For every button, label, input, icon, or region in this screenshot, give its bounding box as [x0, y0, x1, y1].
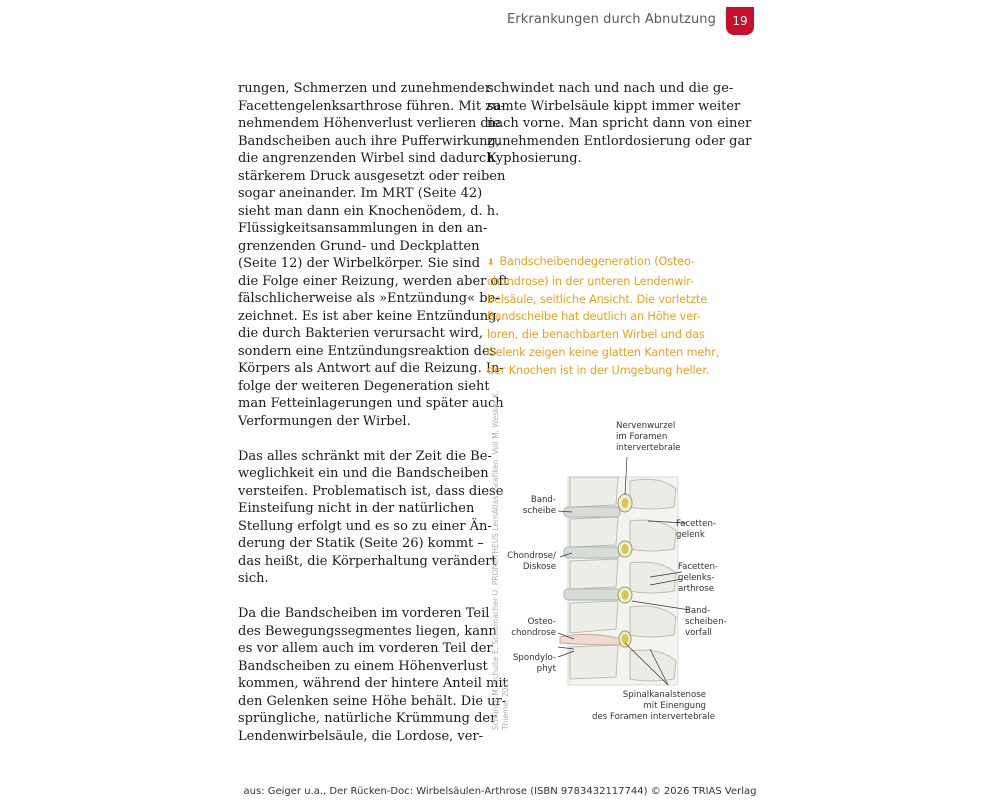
label-chondrose — [500, 551, 556, 573]
text-line: Einsteifung nicht in der natürlichen — [238, 501, 475, 516]
paragraph — [238, 80, 509, 430]
text-line: den Gelenken seine Höhe behält. Die ur- — [238, 693, 507, 709]
credit-line: Schünke M, Schulte E, Schumacher U. PROMETHEUS LernAtlas. Grafiken: Voll M, Wesker K, — [491, 390, 500, 730]
text-line: rungen, Schmerzen und zunehmender — [238, 81, 491, 96]
label-line: scheiben- — [685, 617, 727, 627]
facet-joint — [630, 479, 676, 509]
label-osteochondrose — [504, 617, 556, 639]
text-line: Das alles schränkt mit der Zeit die Be- — [238, 448, 492, 464]
caption-line — [487, 362, 727, 380]
vertebra — [570, 477, 618, 507]
text-line: sogar aneinander. Im MRT (Seite 42) — [238, 186, 483, 201]
label-line: intervertebrale — [616, 443, 681, 453]
text-line: Bandscheiben auch ihre Pufferwirkung, — [238, 133, 501, 149]
label-line: Facetten- — [676, 519, 717, 529]
label-line: Nervenwurzel — [616, 421, 676, 431]
caption-line — [487, 326, 727, 344]
label-line: phyt — [536, 664, 556, 674]
label-line: arthrose — [678, 584, 714, 594]
label-line: Osteo- — [527, 617, 556, 627]
text-line: Körpers als Antwort auf die Reizung. In- — [238, 361, 504, 376]
caption-text: Bandscheibe hat deutlich an Höhe ver- — [487, 310, 701, 324]
intervertebral-disc — [564, 547, 620, 558]
text-line: sich. — [238, 571, 269, 586]
label-line: im Foramen — [616, 432, 668, 442]
caption-line — [487, 291, 727, 309]
label-line: mit Einengung — [643, 701, 706, 711]
intervertebral-disc — [564, 507, 620, 517]
caption-text: loren, die benachbarten Wirbel und das — [487, 328, 705, 342]
arrow-down-icon: ⬇ — [487, 258, 495, 268]
text-line: schwindet nach und nach und die ge- — [487, 81, 734, 96]
label-facettenarthrose — [678, 562, 718, 595]
caption-line — [487, 344, 727, 362]
text-line: es vor allem auch im vorderen Teil der — [238, 641, 493, 656]
text-line: Flüssigkeitsansammlungen in den an- — [238, 221, 488, 236]
vertebra — [570, 517, 618, 547]
spine-illustration — [500, 415, 730, 725]
text-line: zunehmenden Entlordosierung oder gar — [487, 133, 752, 149]
label-spondylophyt — [508, 653, 556, 675]
label-line: Spondylo- — [512, 653, 556, 663]
nerve-root-core — [622, 498, 629, 508]
text-line: Kyphosierung. — [487, 151, 582, 166]
vertebra — [570, 601, 618, 633]
text-line: Da die Bandscheiben im vorderen Teil — [238, 606, 490, 621]
label-bandscheibenvorfall — [685, 606, 727, 639]
label-line: Band- — [530, 495, 556, 505]
text-line: Bandscheiben zu einem Höhenverlust — [238, 658, 488, 674]
label-nervenwurzel — [616, 421, 681, 454]
caption-text: belsäule, seitliche Ansicht. Die vorletzte — [487, 292, 708, 306]
label-bandscheibe — [522, 495, 556, 517]
text-line: sieht man dann ein Knochenödem, d. h. — [238, 203, 500, 219]
nerve-root-core — [622, 590, 629, 600]
label-line: Facetten- — [678, 562, 719, 572]
right-text-column — [487, 80, 752, 168]
label-facettengelenk — [676, 519, 716, 541]
text-line: Lendenwirbelsäule, die Lordose, ver- — [238, 728, 484, 744]
nerve-root-core — [622, 634, 629, 644]
text-line: Stellung erfolgt und es so zu einer Än- — [238, 518, 492, 534]
page-number-badge: 19 — [726, 7, 754, 35]
label-line: Band- — [685, 606, 711, 616]
vertebra — [570, 559, 618, 589]
chapter-title: Erkrankungen durch Abnutzung — [506, 12, 716, 27]
text-line: samte Wirbelsäule kippt immer weiter — [487, 98, 741, 114]
text-line: sprüngliche, natürliche Krümmung der — [238, 711, 497, 726]
text-line: nehmendem Höhenverlust verlieren die — [238, 116, 501, 131]
label-line: chondrose — [511, 628, 556, 638]
text-line: des Bewegungssegmentes liegen, kann — [238, 623, 497, 639]
label-line: vorfall — [685, 628, 712, 638]
label-spinalkanalstenose — [592, 690, 715, 723]
text-line: Facettengelenksarthrose führen. Mit zu- — [238, 98, 505, 114]
intervertebral-disc — [564, 589, 620, 600]
text-line: zeichnet. Es ist aber keine Entzündung, — [238, 308, 501, 324]
label-line: gelenks- — [678, 573, 715, 583]
text-line: stärkerem Druck ausgesetzt oder reiben — [238, 168, 506, 184]
text-line: weglichkeit ein und die Bandscheiben — [238, 466, 489, 481]
text-line: die durch Bakterien verursacht wird, — [238, 326, 483, 341]
figure-caption — [487, 253, 727, 380]
caption-text: chondrose) in der unteren Lendenwir- — [487, 274, 695, 288]
label-line: des Foramen intervertebrale — [592, 712, 715, 722]
label-line: Spinalkanalstenose — [622, 690, 706, 700]
vertebra — [570, 645, 618, 679]
text-line: derung der Statik (Seite 26) kommt – — [238, 536, 484, 551]
caption-text: Bandscheibendegeneration (Osteo- — [499, 255, 695, 268]
caption-line — [487, 308, 727, 326]
text-line: (Seite 12) der Wirbelkörper. Sie sind — [238, 256, 481, 271]
label-line: Chondrose/ — [507, 551, 556, 561]
credit-line: Thieme; 2022 — [501, 678, 510, 730]
text-line: nach vorne. Man spricht dann von einer — [487, 116, 752, 131]
label-line: gelenk — [676, 530, 705, 540]
caption-line — [487, 273, 727, 291]
text-line: fälschlicherweise als »Entzündung« be- — [238, 291, 500, 306]
text-line: man Fetteinlagerungen und später auch — [238, 396, 504, 411]
source-footer: aus: Geiger u.a., Der Rücken-Doc: Wirbelsäulen-Arthrose (ISBN 9783432117744) © 2026 TRIAS Verlag — [243, 786, 757, 797]
paragraph — [487, 80, 752, 168]
label-line: scheibe — [522, 506, 556, 516]
text-line: die Folge einer Reizung, werden aber oft — [238, 273, 509, 289]
label-line: Diskose — [522, 562, 556, 572]
text-line: Verformungen der Wirbel. — [238, 413, 411, 429]
text-line: grenzenden Grund- und Deckplatten — [238, 238, 480, 254]
text-line: das heißt, die Körperhaltung verändert — [238, 553, 497, 569]
caption-text: der Knochen ist in der Umgebung heller. — [487, 363, 710, 377]
caption-line — [487, 253, 727, 273]
text-line: die angrenzenden Wirbel sind dadurch — [238, 151, 495, 166]
caption-text: Gelenk zeigen keine glatten Kanten mehr, — [487, 345, 720, 359]
text-line: versteifen. Problematisch ist, dass diese — [238, 483, 504, 499]
text-line: sondern eine Entzündungsreaktion des — [238, 343, 497, 359]
text-line: kommen, während der hintere Anteil mit — [238, 676, 508, 691]
paragraph — [238, 448, 504, 588]
text-line: folge der weiteren Degeneration sieht — [238, 378, 490, 394]
nerve-root-core — [622, 544, 629, 554]
